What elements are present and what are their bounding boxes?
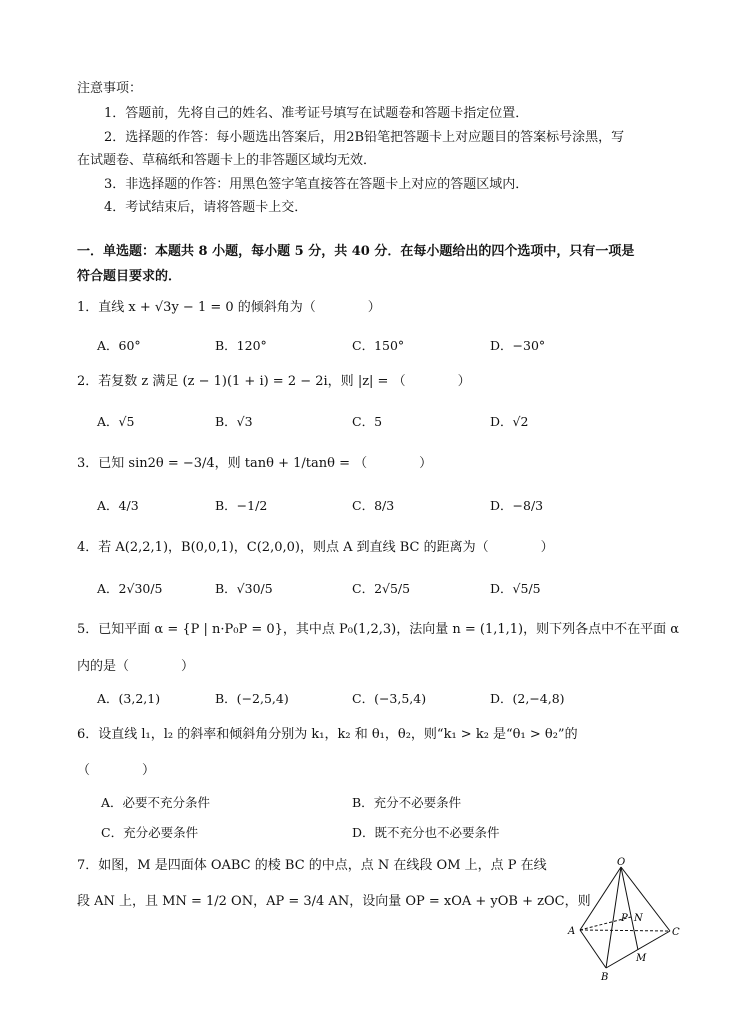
q6-option-c: C．充分必要条件	[101, 825, 199, 840]
note-item-3: 3．非选择题的作答：用黑色签字笔直接答在答题卡上对应的答题区域内．	[104, 177, 529, 192]
question-7-stem-cont: 段 AN 上，且 MN = 1/2 ON，AP = 3/4 AN，设向量 OP = xOA + yOB + zOC，则	[77, 894, 591, 909]
edge-oa	[580, 867, 621, 930]
q2-option-d: D．√2	[490, 414, 529, 429]
tetrahedron-figure	[566, 855, 682, 985]
q5-option-c: C．(−3,5,4)	[352, 691, 427, 706]
q1-option-a: A．60°	[97, 338, 141, 353]
note-item-2: 2．选择题的作答：每小题选出答案后，用2B铅笔把答题卡上对应题目的答案标号涂黑，写	[104, 130, 625, 145]
tetrahedron-svg	[566, 855, 682, 985]
q4-option-a: A．2√30/5	[97, 581, 163, 596]
section-heading-line2: 符合题目要求的．	[77, 269, 182, 284]
notes-heading: 注意事项：	[77, 81, 143, 96]
q3-option-b: B．−1/2	[215, 498, 268, 513]
q1-option-c: C．150°	[352, 338, 405, 353]
label-c: C	[672, 927, 680, 938]
question-1-stem: 1．直线 x + √3y − 1 = 0 的倾斜角为（ ）	[77, 300, 381, 315]
question-7-stem: 7．如图，M 是四面体 OABC 的棱 BC 的中点，点 N 在线段 OM 上，点 P 在线	[77, 858, 547, 873]
q6-option-b: B．充分不必要条件	[352, 795, 462, 810]
question-2-stem: 2．若复数 z 满足 (z − 1)(1 + i) = 2 − 2i，则 |z| = （ ）	[77, 374, 471, 389]
label-m: M	[636, 953, 647, 964]
note-item-2-cont: 在试题卷、草稿纸和答题卡上的非答题区域均无效．	[77, 153, 377, 168]
label-o: O	[617, 857, 626, 868]
q6-option-d: D．既不充分也不必要条件	[352, 825, 500, 840]
question-4-stem: 4．若 A(2,2,1)，B(0,0,1)，C(2,0,0)，则点 A 到直线 BC 的距离为（ ）	[77, 540, 554, 555]
q4-option-d: D．√5/5	[490, 581, 541, 596]
edge-ob	[606, 867, 621, 968]
question-5-stem-cont: 内的是（ ）	[77, 659, 195, 674]
q1-option-b: B．120°	[215, 338, 267, 353]
label-b: B	[601, 972, 609, 983]
edge-oc	[621, 867, 670, 931]
q3-option-a: A．4/3	[97, 498, 139, 513]
question-5-stem: 5．已知平面 α = {P | n·P₀P = 0}，其中点 P₀(1,2,3)，法向量 n = (1,1,1)，则下列各点中不在平面 α	[77, 622, 680, 637]
q5-option-d: D．(2,−4,8)	[490, 691, 565, 706]
q2-option-a: A．√5	[97, 414, 135, 429]
question-6-stem: 6．设直线 l₁，l₂ 的斜率和倾斜角分别为 k₁，k₂ 和 θ₁，θ₂，则“k₁ > k₂ 是“θ₁ > θ₂”的	[77, 727, 578, 742]
segment-om	[621, 867, 638, 950]
q1-option-d: D．−30°	[490, 338, 546, 353]
question-6-stem-cont: （ ）	[77, 763, 156, 778]
q5-option-a: A．(3,2,1)	[97, 691, 161, 706]
q3-option-d: D．−8/3	[490, 498, 544, 513]
note-item-4: 4．考试结束后，请将答题卡上交．	[104, 200, 308, 215]
q2-option-c: C．5	[352, 414, 383, 429]
question-3-stem: 3．已知 sin2θ = −3/4，则 tanθ + 1/tanθ = （ ）	[77, 456, 433, 471]
edge-ac	[580, 930, 670, 931]
edge-ab	[580, 930, 606, 968]
q4-option-b: B．√30/5	[215, 581, 273, 596]
q5-option-b: B．(−2,5,4)	[215, 691, 289, 706]
q4-option-c: C．2√5/5	[352, 581, 411, 596]
q2-option-b: B．√3	[215, 414, 253, 429]
label-p: P	[621, 913, 628, 924]
q6-option-a: A．必要不充分条件	[101, 795, 211, 810]
label-a: A	[568, 926, 576, 937]
q3-option-c: C．8/3	[352, 498, 395, 513]
note-item-1: 1．答题前，先将自己的姓名、准考证号填写在试题卷和答题卡指定位置．	[104, 106, 529, 121]
label-n: N	[634, 913, 643, 924]
section-heading-line1: 一．单选题：本题共 8 小题，每小题 5 分，共 40 分．在每小题给出的四个选项中，只有一项是	[77, 244, 635, 259]
